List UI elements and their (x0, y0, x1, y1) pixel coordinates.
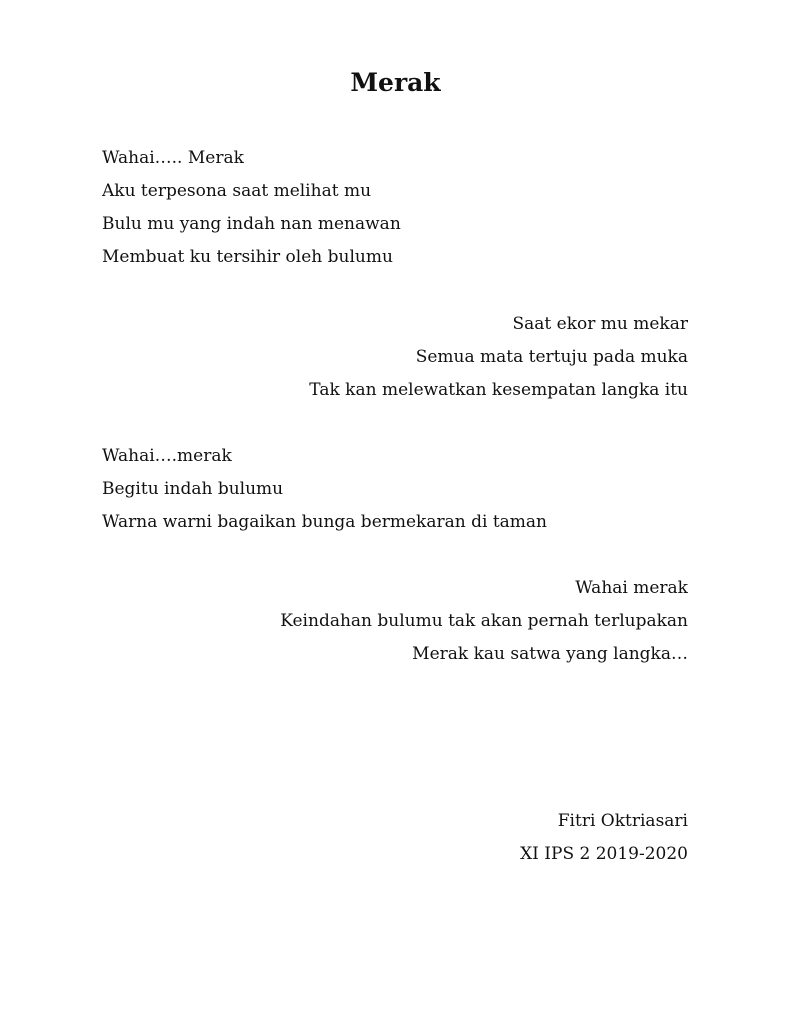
poem-line: Keindahan bulumu tak akan pernah terlupakan (280, 611, 688, 631)
poem-title: Merak (350, 68, 441, 97)
poem-line: Begitu indah bulumu (102, 479, 284, 499)
stanza-2 (309, 308, 688, 407)
poem-line: Saat ekor mu mekar (512, 314, 688, 334)
poem-line: Membuat ku tersihir oleh bulumu (102, 247, 393, 267)
author-class-year: XI IPS 2 2019-2020 (520, 844, 688, 864)
stanza-3 (102, 440, 547, 539)
poem-line: Wahai….merak (102, 446, 232, 466)
poem-line: Aku terpesona saat melihat mu (102, 181, 372, 201)
poem-line: Merak kau satwa yang langka… (412, 644, 688, 664)
poem-line: Wahai….. Merak (102, 148, 244, 168)
poem-line: Tak kan melewatkan kesempatan langka itu (309, 380, 688, 400)
author-name: Fitri Oktriasari (557, 811, 688, 831)
poem-line: Warna warni bagaikan bunga bermekaran di taman (102, 512, 548, 532)
stanza-1 (102, 142, 401, 274)
poem-line: Wahai merak (575, 578, 688, 598)
poem-line: Semua mata tertuju pada muka (415, 347, 688, 367)
poem-line: Bulu mu yang indah nan menawan (102, 214, 401, 234)
signature-block (520, 805, 688, 871)
stanza-4 (280, 572, 688, 671)
